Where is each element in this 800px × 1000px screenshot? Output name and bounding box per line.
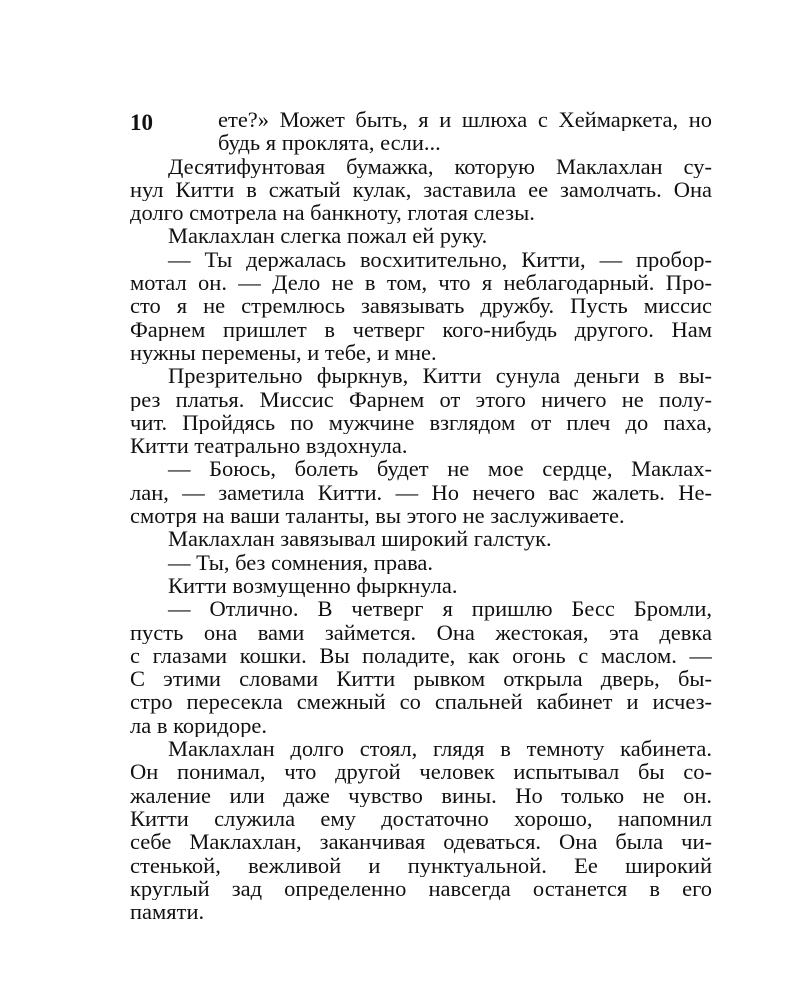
text-line: Маклахлан завязывал широкий галстук. [168, 527, 552, 551]
text-line: Фарнем пришлет в четверг кого-нибудь другого. Нам [130, 317, 712, 341]
text-line: — Боюсь, болеть будет не мое сердце, Маклах- [168, 457, 712, 481]
text-line: Он понимал, что другой человек испытывал бы со- [130, 760, 712, 784]
text-line: нужны перемены, и тебе, и мне. [130, 340, 437, 365]
text-line: стенькой, вежливой и пунктуальной. Ее широкий [130, 853, 712, 877]
page-number: 10 [130, 110, 153, 135]
text-line: круглый зад определенно навсегда останется в его [130, 876, 712, 901]
text-line: лан, — заметила Китти. — Но нечего вас жалеть. Не- [130, 480, 712, 505]
text-line: Китти театрально вздохнула. [130, 434, 408, 458]
text-line: Десятифунтовая бумажка, которую Маклахлан су- [168, 154, 712, 178]
text-line: мотал он. — Дело не в том, что я неблагодарный. Про- [130, 271, 712, 295]
text-line: Презрительно фыркнув, Китти сунула деньги в вы- [168, 364, 712, 388]
text-line: нул Китти в сжатый кулак, заставила ее замолчать. Она [130, 177, 712, 202]
text-line: стро пересекла смежный со спальней кабинет и исчез- [130, 690, 712, 714]
text-line: ете?» Может быть, я и шлюха с Хеймаркета, но [218, 108, 712, 132]
text-line: долго смотрела на банкноту, глотая слезы. [130, 201, 535, 225]
text-line: памяти. [130, 900, 205, 924]
text-line: С этими словами Китти рывком открыла дверь, бы- [130, 667, 712, 691]
text-line: смотря на ваши таланты, вы этого не заслуживаете. [130, 504, 625, 528]
text-line: жаление или даже чувство вины. Но только не он. [130, 783, 712, 807]
text-line: с глазами кошки. Вы поладите, как огонь с маслом. — [130, 643, 712, 668]
text-line: ла в коридоре. [130, 713, 267, 738]
text-line: чит. Пройдясь по мужчине взглядом от плеч до паха, [130, 410, 712, 435]
text-line: себе Маклахлан, заканчивая одеваться. Она была чи- [130, 830, 712, 854]
text-line: Китти возмущенно фыркнула. [168, 573, 458, 598]
text-line: Китти служила ему достаточно хорошо, напомнил [130, 806, 712, 831]
text-line: сто я не стремлюсь завязывать дружбу. Пусть миссис [130, 294, 712, 318]
text-line: — Отлично. В четверг я пришлю Бесс Бромли, [168, 597, 712, 621]
text-line: Маклахлан слегка пожал ей руку. [168, 224, 488, 248]
text-line: — Ты, без сомнения, права. [168, 550, 434, 574]
page-body [130, 108, 712, 923]
text-line: будь я проклята, если... [218, 131, 441, 155]
text-line: рез платья. Миссис Фарнем от этого ничего не полу- [130, 387, 712, 411]
text-line: — Ты держалась восхитительно, Китти, — пробор- [168, 247, 712, 272]
text-line: Маклахлан долго стоял, глядя в темноту кабинета. [168, 737, 712, 761]
text-line: пусть она вами займется. Она жестокая, эта девка [130, 620, 712, 644]
